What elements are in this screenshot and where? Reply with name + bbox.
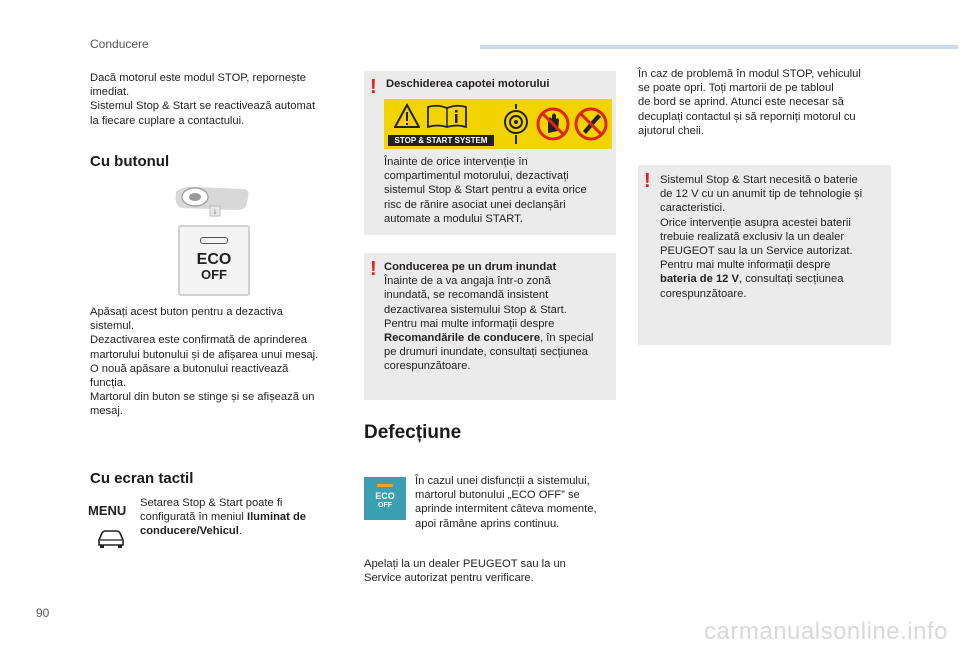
stop-mode-problem-text: În caz de problemă în modul STOP, vehiculul se poate opri. Toți martorii de pe tabloul de bord se aprind. Atunci este necesar să decuplați contactul și să reporniți motorul cu ajutorul cheii.	[638, 68, 861, 137]
menu-label: MENU	[88, 503, 127, 518]
off-label: OFF	[201, 267, 227, 282]
stop-start-sign	[384, 99, 612, 149]
flooded-road-text: Conducerea pe un drum inundat Înainte de a va angaja într-o zonă inundată, se recomandă insistent dezactivarea sistemului Stop & Start. Pentru mai multe informații despre Recomandările de conducere, în special pe drumuri inundate, consultați secțiunea corespunzătoare.	[384, 260, 612, 374]
car-icon	[96, 528, 126, 550]
intro-text: Dacă motorul este modul STOP, repornește imediat. Sistemul Stop & Start se reactivează automat la fiecare cuplare a contactului.	[90, 72, 316, 127]
section-title: Conducere	[90, 37, 149, 51]
manual-info-icon	[426, 103, 468, 129]
warning-title: Conducerea pe un drum inundat	[384, 261, 557, 273]
battery-warning-text: Sistemul Stop & Start necesită o baterie de 12 V cu un anumit tip de tehnologie și caracteristici. Orice intervenție asupra acestei baterii trebuie realizată exclusiv la un dealer PEUGEOT sau la un Service autorizat. Pentru mai multe informații despre bateria de 12 V, consultați secțiunea corespunzătoare.	[660, 174, 863, 300]
warning-exclamation-icon: !	[370, 258, 377, 280]
svg-text:↓: ↓	[212, 208, 218, 216]
hood-warning-text: Înainte de orice intervenție în compartimentul motorului, dezactivați sistemul Stop & Start pentru a evita orice risc de rănire asociat unei declanșări automate a modului START.	[384, 156, 587, 225]
page-number: 90	[36, 606, 50, 620]
header-bar	[480, 45, 958, 49]
warning-box-hood	[364, 71, 616, 235]
button-description: Apăsați acest buton pentru a dezactiva sistemul. Dezactivarea este confirmată de aprinderea martorului butonului și de afișarea unui mesaj. O nouă apăsare a butonului reactivează funcția. Martorul din buton se stinge și se afișează un mesaj.	[90, 306, 319, 418]
button-heading: Cu butonul	[90, 153, 170, 170]
eco-off-indicator-icon: ECO OFF	[364, 477, 406, 520]
indicator-led-icon	[200, 237, 228, 244]
eco-label: ECO	[196, 251, 232, 268]
dashboard-icon	[172, 184, 252, 220]
fault-text: În cazul unei disfuncții a sistemului, martorul butonului „ECO OFF” se aprinde intermitent câteva momente, apoi rămâne aprins continuu.	[415, 475, 597, 530]
touchscreen-heading: Cu ecran tactil	[90, 470, 194, 487]
warning-exclamation-icon: !	[370, 76, 377, 98]
sign-label: STOP & START SYSTEM	[388, 135, 494, 146]
dealer-text: Apelați la un dealer PEUGEOT sau la un Service autorizat pentru verificare.	[364, 558, 566, 585]
no-hand-icon	[536, 103, 570, 145]
touchscreen-text: Setarea Stop & Start poate fi configurată în meniul Iluminat de conducere/Vehicul.	[140, 497, 307, 538]
watermark: carmanualsonline.info	[704, 618, 948, 645]
warning-box-battery	[638, 165, 891, 345]
warning-exclamation-icon: !	[644, 170, 651, 192]
warning-box-flooded-road	[364, 253, 616, 400]
engine-fan-icon	[502, 102, 530, 146]
warning-title: Deschiderea capotei motorului	[386, 78, 550, 90]
fault-heading: Defecțiune	[364, 422, 462, 443]
no-tool-icon	[574, 105, 608, 143]
eco-off-button[interactable]	[178, 225, 250, 296]
warning-triangle-icon	[394, 103, 420, 129]
indicator-led-icon	[377, 484, 393, 487]
